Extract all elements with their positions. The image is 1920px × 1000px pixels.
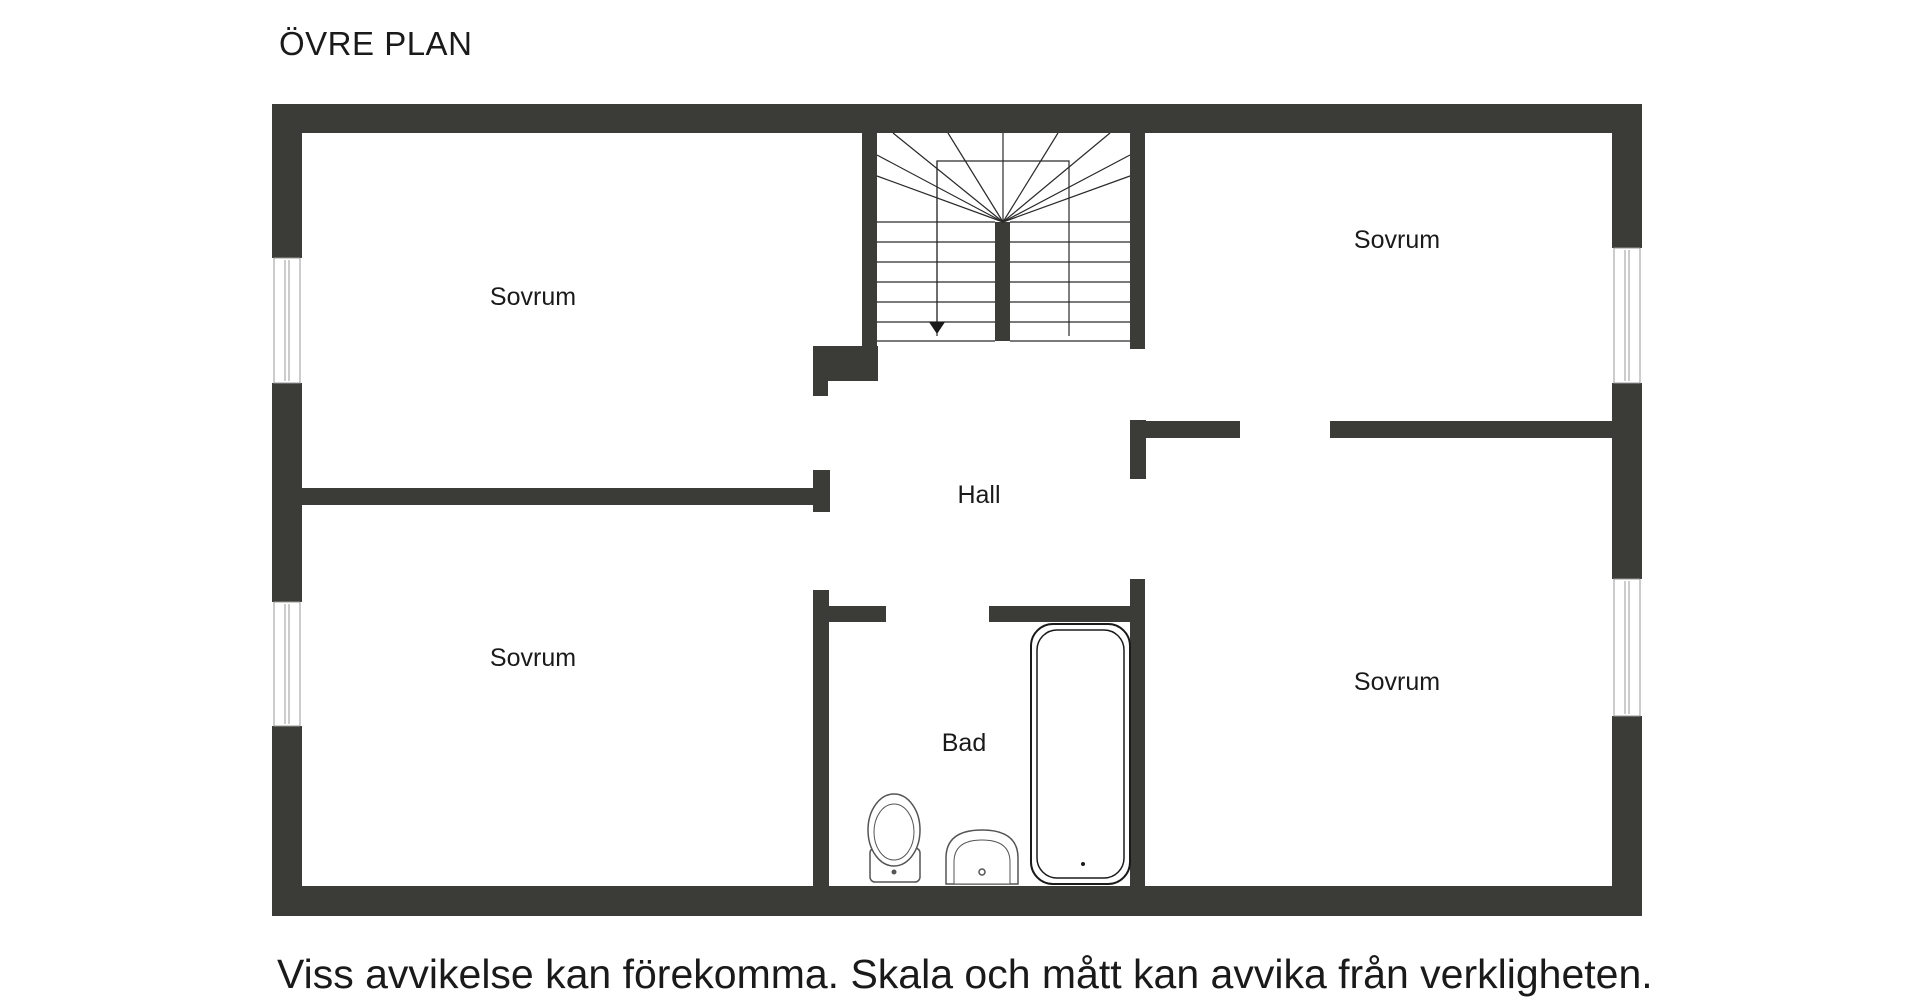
- window-east-top: [1614, 248, 1640, 383]
- room-label-bedroom-bottom-left: Sovrum: [489, 644, 577, 672]
- wall-right-partition-left: [1130, 421, 1240, 438]
- disclaimer-text: Viss avvikelse kan förekomma. Skala och mått kan avvika från verkligheten.: [277, 951, 1653, 997]
- window-west-bottom: [274, 602, 300, 726]
- window-west-top: [274, 258, 300, 383]
- room-label-bedroom-top-right: Sovrum: [1353, 226, 1441, 254]
- room-label-hall: Hall: [957, 481, 1001, 509]
- wall-west-bottom: [272, 726, 302, 916]
- wall-bath-north-right: [989, 606, 1130, 622]
- plan-title: ÖVRE PLAN: [279, 25, 473, 62]
- room-label-bedroom-top-left: Sovrum: [489, 283, 577, 311]
- sink: [946, 830, 1018, 884]
- wall-left-partition: [302, 488, 830, 505]
- wall-bath-west: [813, 590, 829, 886]
- wall-left-partition-end: [813, 470, 830, 512]
- toilet: [868, 794, 920, 882]
- window-east-bottom: [1614, 579, 1640, 716]
- wall-east-middle: [1612, 383, 1642, 579]
- staircase: [877, 133, 1130, 341]
- wall-south: [272, 886, 1642, 916]
- stair-center-stringer: [995, 222, 1010, 341]
- wall-east-top: [1612, 104, 1642, 248]
- wall-bath-east: [1130, 579, 1145, 886]
- wall-east-bottom: [1612, 716, 1642, 916]
- wall-west-top: [272, 104, 302, 258]
- wall-bath-north-left: [813, 606, 886, 622]
- room-label-bedroom-bottom-right: Sovrum: [1353, 668, 1441, 696]
- wall-stair-east: [1130, 133, 1145, 349]
- wall-west-middle: [272, 383, 302, 602]
- wall-right-partition-right: [1330, 421, 1612, 438]
- stair-arrow-icon: [929, 322, 945, 334]
- wall-north: [272, 104, 1642, 133]
- room-label-bathroom: Bad: [941, 729, 987, 757]
- wall-stair-west: [862, 133, 877, 348]
- wall-stair-pier-leg: [813, 346, 828, 396]
- drain-icon: [1081, 862, 1085, 866]
- bathtub: [1031, 624, 1130, 884]
